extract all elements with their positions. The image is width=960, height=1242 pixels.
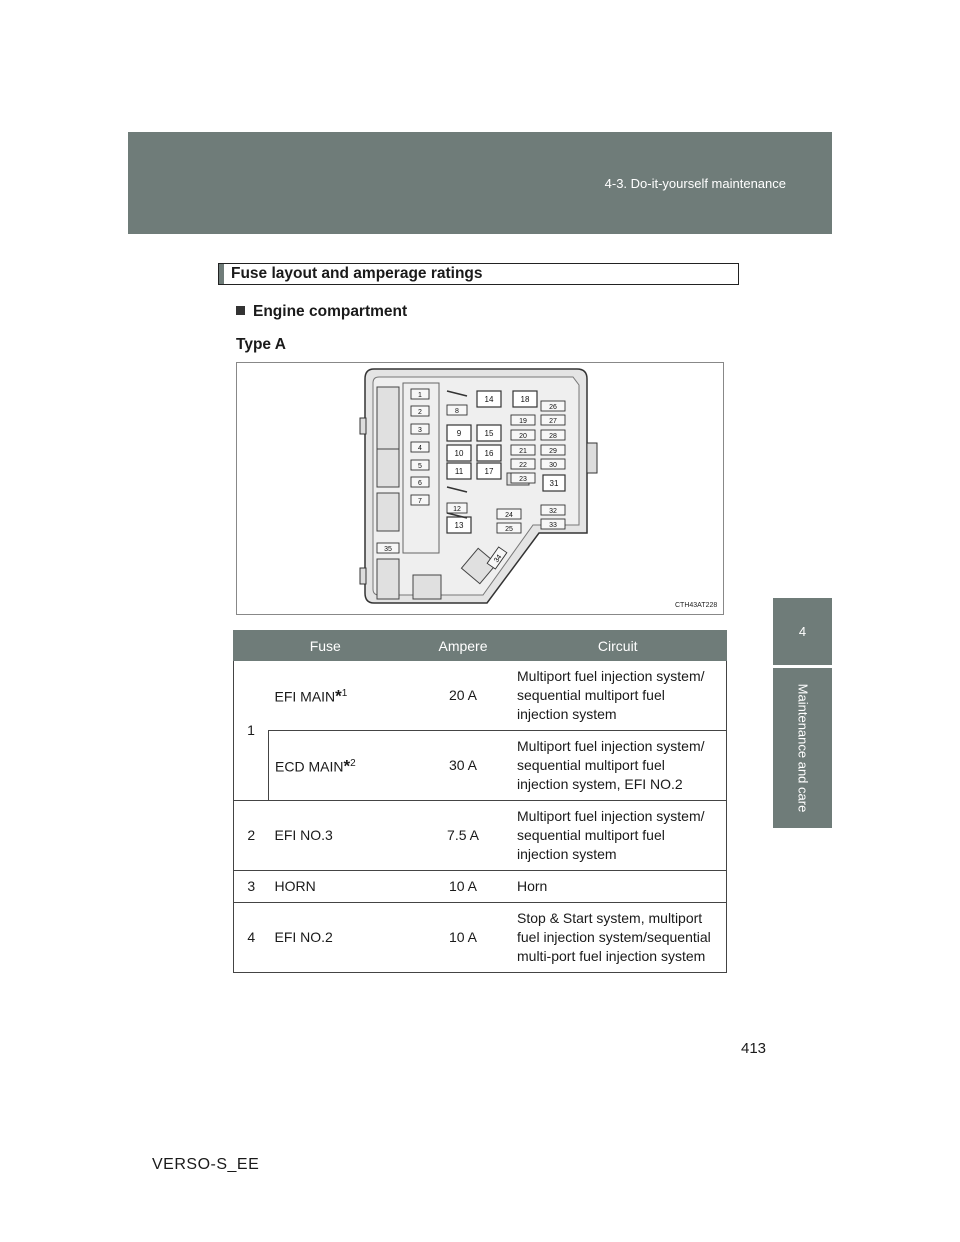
fuse-label: 31 (549, 479, 559, 488)
fuse-label: 21 (519, 448, 527, 455)
fuse-label: 7 (418, 498, 422, 505)
footnote-mark: 1 (341, 688, 348, 700)
table-row (234, 731, 727, 801)
fuse-label: 22 (519, 462, 527, 469)
fuse-circuit: Multiport fuel injection system/ sequential multiport fuel injection system (509, 801, 727, 871)
fuse-ampere: 30 A (417, 731, 509, 801)
fuse-name: EFI NO.3 (269, 801, 418, 871)
footnote-mark: 2 (350, 758, 356, 770)
fuse-ampere: 7.5 A (417, 801, 509, 871)
fuse-label: 15 (484, 429, 494, 438)
table-row (234, 871, 727, 903)
fuse-name-text: EFI MAIN (274, 688, 336, 705)
fuse-label: 20 (519, 433, 527, 440)
fuse-number: 3 (234, 871, 269, 903)
fuse-name (269, 731, 418, 801)
fuse-label: 29 (549, 448, 557, 455)
fuse-label: 9 (456, 429, 462, 438)
fuse-label: 32 (549, 508, 557, 515)
fuse-table (233, 630, 727, 973)
fuse-label: 19 (519, 418, 527, 425)
table-row (234, 661, 727, 731)
header-fuse: Fuse (234, 631, 418, 661)
fuse-label: 13 (454, 521, 464, 530)
header-ampere: Ampere (417, 631, 509, 661)
fuse-label: 2 (418, 409, 422, 416)
subheading (236, 303, 407, 321)
fuse-label: 27 (549, 418, 557, 425)
header-band (128, 132, 832, 234)
fuse-label: 35 (384, 546, 392, 553)
fuse-ampere: 10 A (417, 871, 509, 903)
table-row (234, 903, 727, 973)
running-header: 4-3. Do-it-yourself maintenance (604, 176, 786, 191)
fuse-label: 23 (519, 476, 527, 483)
fuse-circuit: Stop & Start system, multiport fuel injection system/sequential multi-port fuel injection system (509, 903, 727, 973)
fuse-name: HORN (269, 871, 418, 903)
fuse-label: 30 (549, 462, 557, 469)
fuse-number: 4 (234, 903, 269, 973)
fuse-circuit: Horn (509, 871, 727, 903)
type-label: Type A (236, 336, 286, 353)
table-row (234, 801, 727, 871)
header-circuit: Circuit (509, 631, 727, 661)
fuse-name: EFI NO.2 (269, 903, 418, 973)
fuse-ampere: 20 A (417, 661, 509, 731)
diagram-code: CTH43AT228 (675, 602, 718, 609)
chapter-tab-number: 4 (773, 598, 832, 665)
fuse-label: 34 (493, 553, 504, 565)
fuse-label: 3 (418, 427, 422, 434)
fuse-circuit: Multiport fuel injection system/ sequential multiport fuel injection system, EFI NO.2 (509, 731, 727, 801)
page-number: 413 (741, 1040, 767, 1057)
fuse-label: 5 (418, 463, 422, 470)
fuse-label: 11 (454, 467, 464, 476)
fuse-box-illustration (237, 363, 723, 614)
table-header-row (234, 631, 727, 661)
square-bullet-icon (236, 306, 245, 315)
fuse-label: 1 (418, 392, 422, 399)
fuse-label: 17 (484, 467, 494, 476)
fuse-label: 4 (418, 445, 422, 452)
fuse-ampere: 10 A (417, 903, 509, 973)
fuse-box-diagram (236, 362, 724, 615)
fuse-name (269, 661, 418, 731)
section-heading (218, 263, 739, 285)
chapter-tab-label: Maintenance and care (795, 683, 810, 813)
fuse-label: 8 (455, 408, 459, 415)
footnote-star: * (335, 686, 342, 706)
footer-model-code: VERSO-S_EE (152, 1156, 260, 1173)
heading-accent-bar (219, 264, 224, 284)
fuse-name-text: ECD MAIN (275, 758, 344, 775)
fuse-label: 10 (454, 449, 464, 458)
fuse-label: 28 (549, 433, 557, 440)
fuse-circuit: Multiport fuel injection system/ sequential multiport fuel injection system (509, 661, 727, 731)
fuse-label: 26 (549, 404, 557, 411)
footnote-star: * (343, 756, 351, 776)
fuse-number: 2 (234, 801, 269, 871)
fuse-label: 12 (453, 506, 461, 513)
fuse-number: 1 (234, 661, 269, 801)
fuse-label: 18 (520, 395, 530, 404)
fuse-label: 24 (505, 512, 513, 519)
fuse-label: 25 (505, 526, 513, 533)
subheading-text: Engine compartment (253, 303, 408, 320)
section-heading-text: Fuse layout and amperage ratings (231, 265, 483, 282)
fuse-label: 33 (549, 522, 557, 529)
fuse-label: 14 (484, 395, 494, 404)
chapter-tab (773, 668, 832, 828)
fuse-label: 16 (484, 449, 494, 458)
fuse-label: 6 (418, 480, 422, 487)
